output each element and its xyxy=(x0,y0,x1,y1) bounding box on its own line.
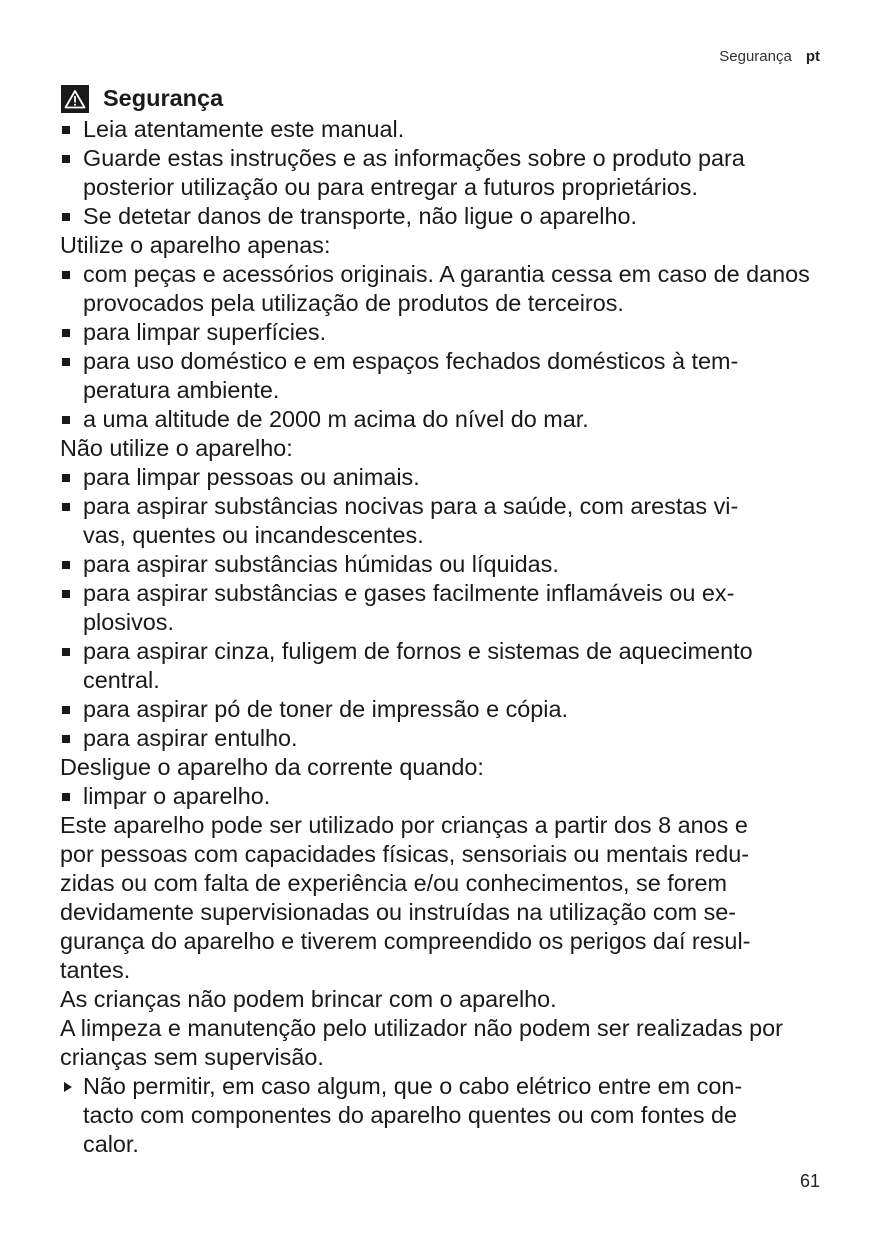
header-section: Segurança xyxy=(719,48,792,65)
list-item: para aspirar substâncias e gases facilmente inflamáveis ou ex- plosivos. xyxy=(60,579,820,637)
section-heading xyxy=(60,84,820,113)
instruction-item: Não permitir, em caso algum, que o cabo elétrico entre em con- tacto com componentes do aparelho quentes ou com fontes de calor. xyxy=(60,1072,820,1159)
list-item: para aspirar cinza, fuligem de fornos e sistemas de aquecimento central. xyxy=(60,637,820,695)
list-item: Leia atentamente este manual. xyxy=(60,115,820,144)
nouse-heading: Não utilize o aparelho: xyxy=(60,435,293,461)
disconnect-heading: Desligue o aparelho da corrente quando: xyxy=(60,754,484,780)
use-heading: Utilize o aparelho apenas: xyxy=(60,232,331,258)
disconnect-list xyxy=(60,782,820,811)
list-item: para aspirar entulho. xyxy=(60,724,820,753)
list-item: para aspirar substâncias nocivas para a saúde, com arestas vi- vas, quentes ou incandescentes. xyxy=(60,492,820,550)
list-item: para aspirar substâncias húmidas ou líquidas. xyxy=(60,550,820,579)
intro-list xyxy=(60,115,820,231)
nouse-list xyxy=(60,463,820,753)
page-content xyxy=(60,84,820,1159)
list-item: para aspirar pó de toner de impressão e cópia. xyxy=(60,695,820,724)
list-item: Se detetar danos de transporte, não ligue o aparelho. xyxy=(60,202,820,231)
list-item: com peças e acessórios originais. A garantia cessa em caso de danos provocados pela utilização de produtos de terceiros. xyxy=(60,260,820,318)
children-paragraph: Este aparelho pode ser utilizado por crianças a partir dos 8 anos e por pessoas com capacidades físicas, sensoriais ou mentais redu- zidas ou com falta de experiência e/ou conhecimentos, se forem devidamente supervisionadas ou instruídas na utilização com se- gurança do aparelho e tiverem compreendido os perigos daí resul- tantes. xyxy=(60,812,751,983)
children-play-paragraph: As crianças não podem brincar com o aparelho. xyxy=(60,986,557,1012)
list-item: limpar o aparelho. xyxy=(60,782,820,811)
warning-triangle-icon xyxy=(61,85,89,113)
list-item: para limpar superfícies. xyxy=(60,318,820,347)
page-title: Segurança xyxy=(103,85,224,111)
list-item: para limpar pessoas ou animais. xyxy=(60,463,820,492)
page-number: 61 xyxy=(799,1171,820,1191)
list-item: Guarde estas instruções e as informações sobre o produto para posterior utilização ou para entregar a futuros proprietários. xyxy=(60,144,820,202)
running-header xyxy=(719,48,820,65)
use-list xyxy=(60,260,820,434)
list-item: para uso doméstico e em espaços fechados domésticos à tem- peratura ambiente. xyxy=(60,347,820,405)
cleaning-paragraph: A limpeza e manutenção pelo utilizador não podem ser realizadas por crianças sem supervisão. xyxy=(60,1015,783,1070)
list-item: a uma altitude de 2000 m acima do nível do mar. xyxy=(60,405,820,434)
header-language: pt xyxy=(805,48,820,65)
instruction-list xyxy=(60,1072,820,1159)
